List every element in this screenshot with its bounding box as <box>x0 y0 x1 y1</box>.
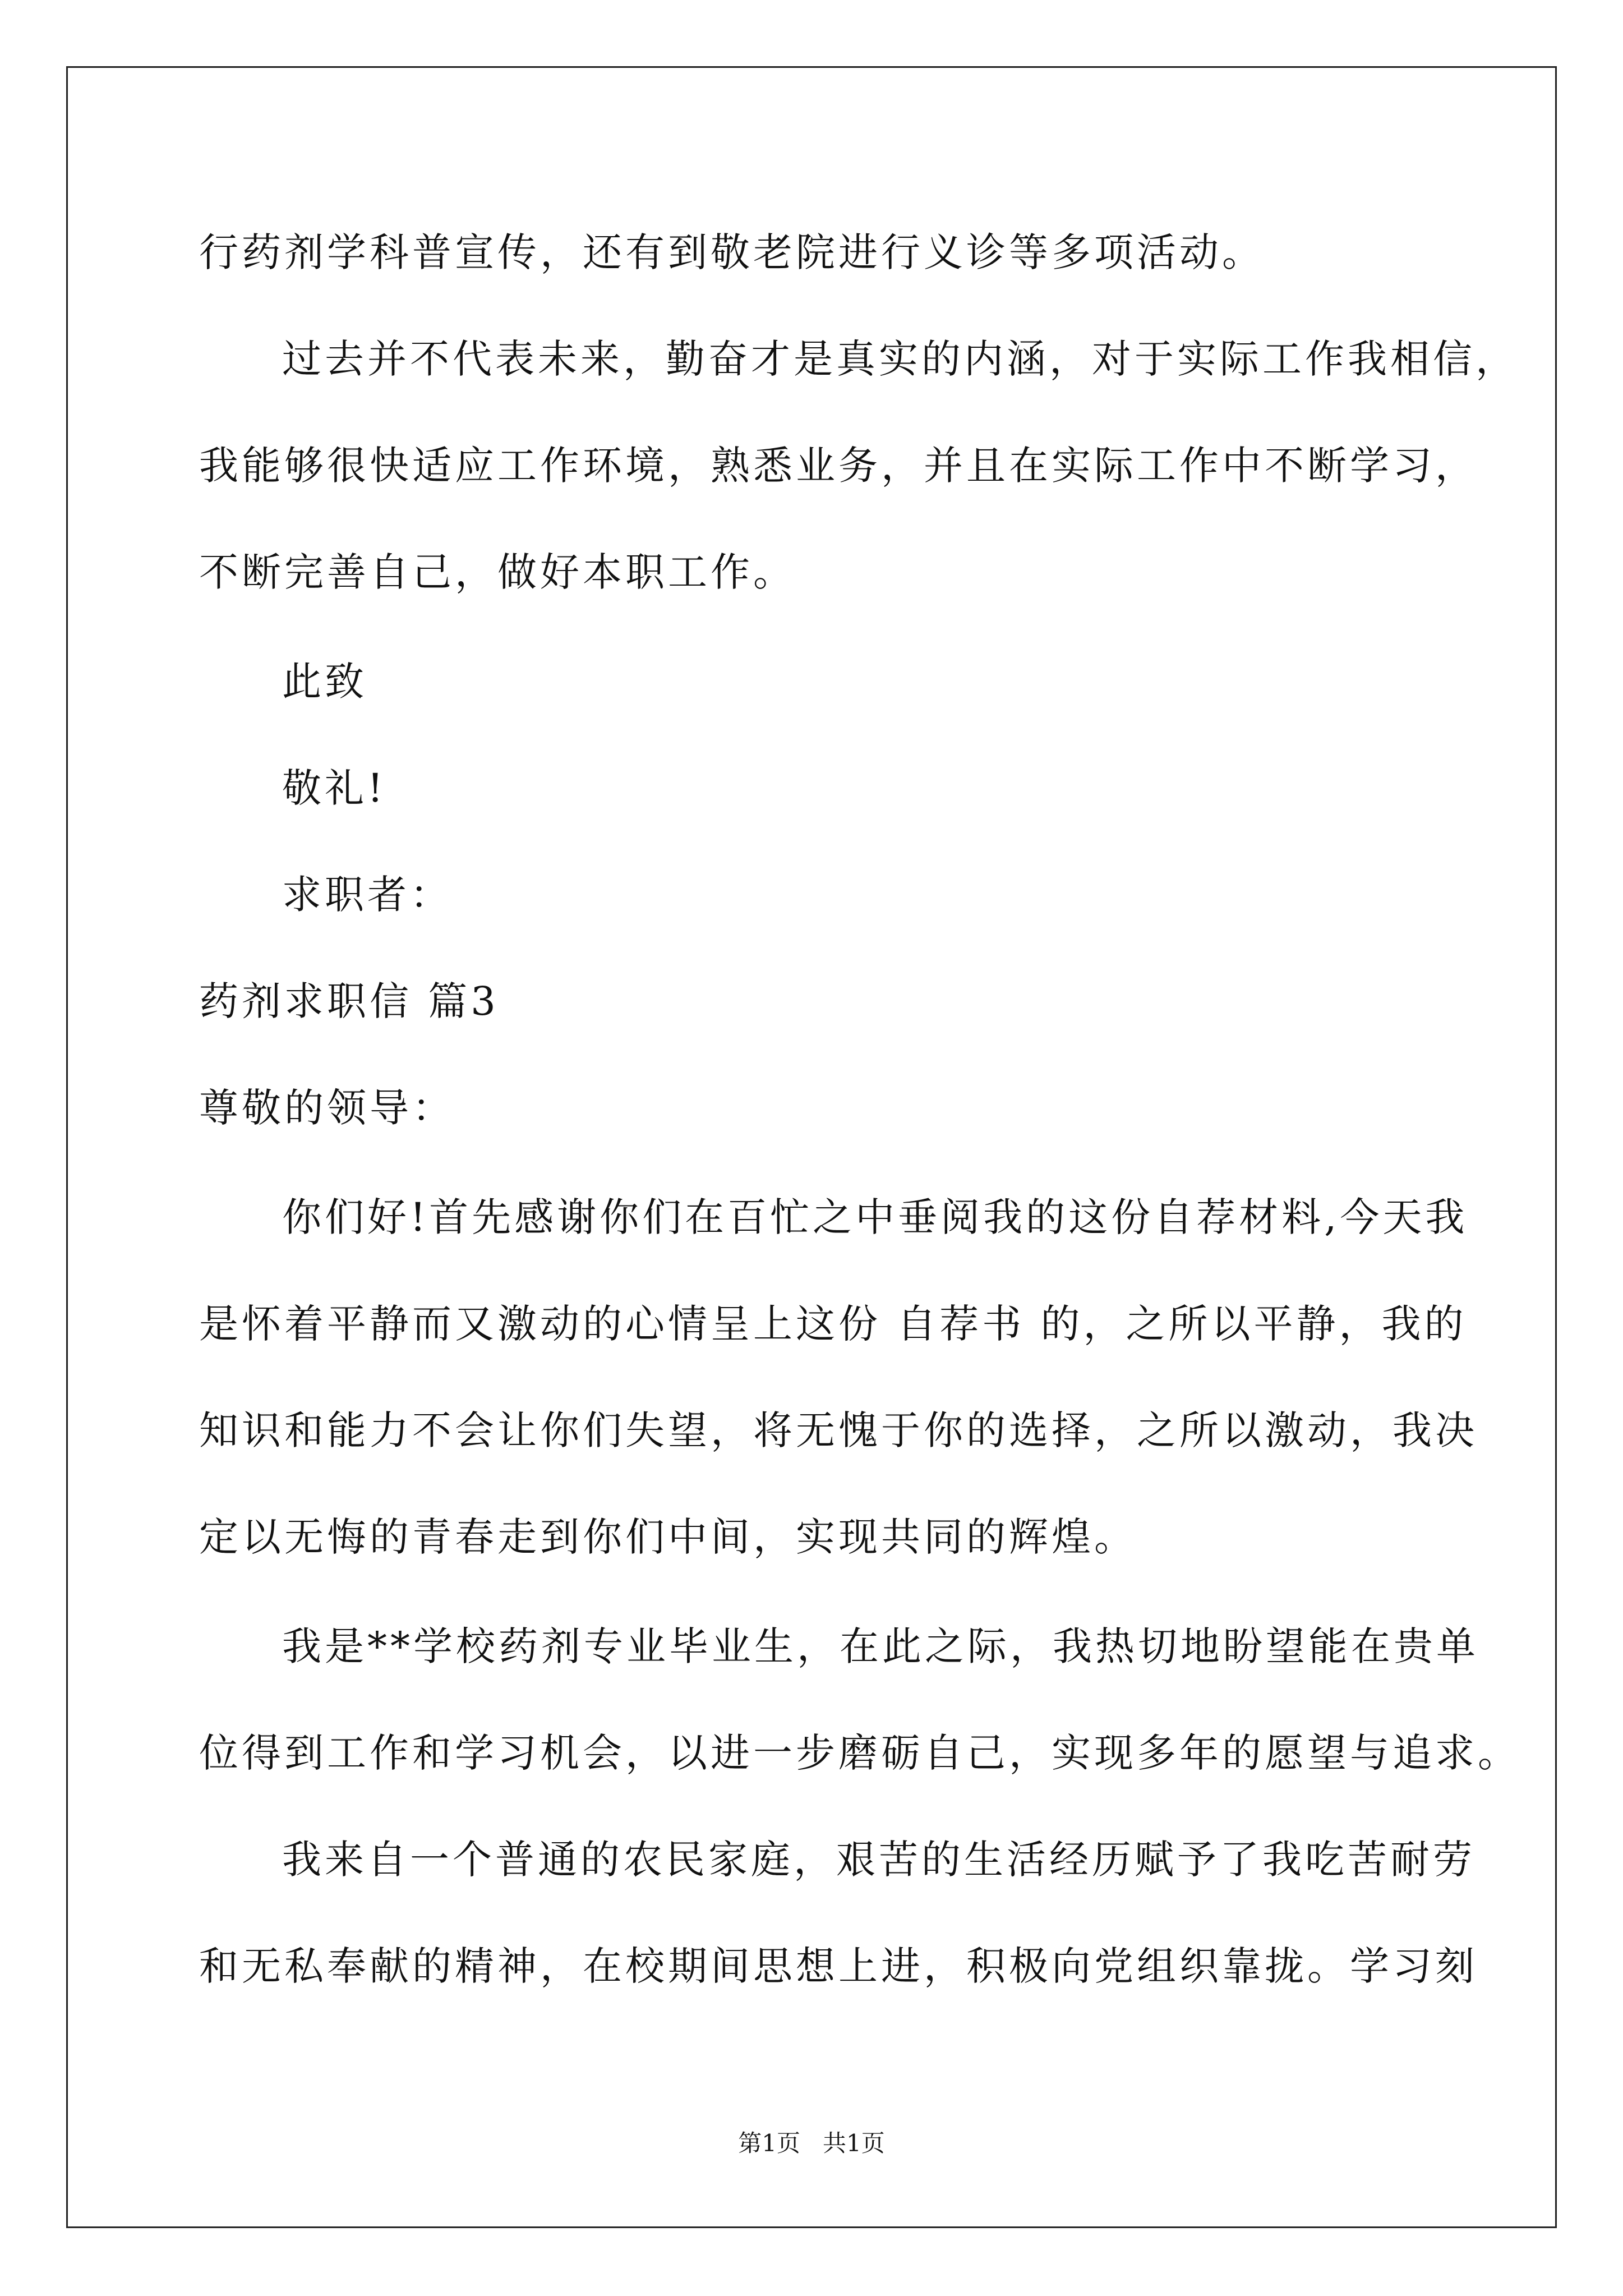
greeting: 尊敬的领导： <box>199 1085 455 1131</box>
text-line: 你们好!首先感谢你们在百忙之中垂阅我的这份自荐材料,今天我 <box>282 1194 1468 1240</box>
closing-regards: 敬礼! <box>282 765 387 811</box>
text-line: 行药剂学科普宣传，还有到敬老院进行义诊等多项活动。 <box>199 229 1265 275</box>
text-line: 不断完善自己，做好本职工作。 <box>199 549 796 595</box>
page-footer: 第1页 共1页 <box>738 2129 885 2157</box>
text-line: 位得到工作和学习机会，以进一步磨砺自己，实现多年的愿望与追求。 <box>199 1730 1520 1776</box>
signature-label: 求职者： <box>282 872 453 918</box>
text-line: 我是**学校药剂专业毕业生，在此之际，我热切地盼望能在贵单 <box>282 1623 1479 1669</box>
text-line: 定以无悔的青春走到你们中间，实现共同的辉煌。 <box>199 1514 1137 1560</box>
text-line: 和无私奉献的精神，在校期间思想上进，积极向党组织靠拢。学习刻 <box>199 1943 1478 1989</box>
text-line: 过去并不代表未来，勤奋才是真实的内涵，对于实际工作我相信， <box>282 336 1518 382</box>
section-title: 药剂求职信 篇3 <box>199 978 499 1024</box>
text-line: 我来自一个普通的农民家庭，艰苦的生活经历赋予了我吃苦耐劳 <box>282 1837 1476 1883</box>
text-line: 是怀着平静而又激动的心情呈上这份 自荐书 的，之所以平静，我的 <box>199 1301 1467 1347</box>
text-line: 我能够很快适应工作环境，熟悉业务，并且在实际工作中不断学习， <box>199 443 1478 489</box>
closing-salutation: 此致 <box>282 659 367 705</box>
page-border <box>66 66 1557 2228</box>
text-line: 知识和能力不会让你们失望，将无愧于你的选择，之所以激动，我决 <box>199 1407 1478 1453</box>
